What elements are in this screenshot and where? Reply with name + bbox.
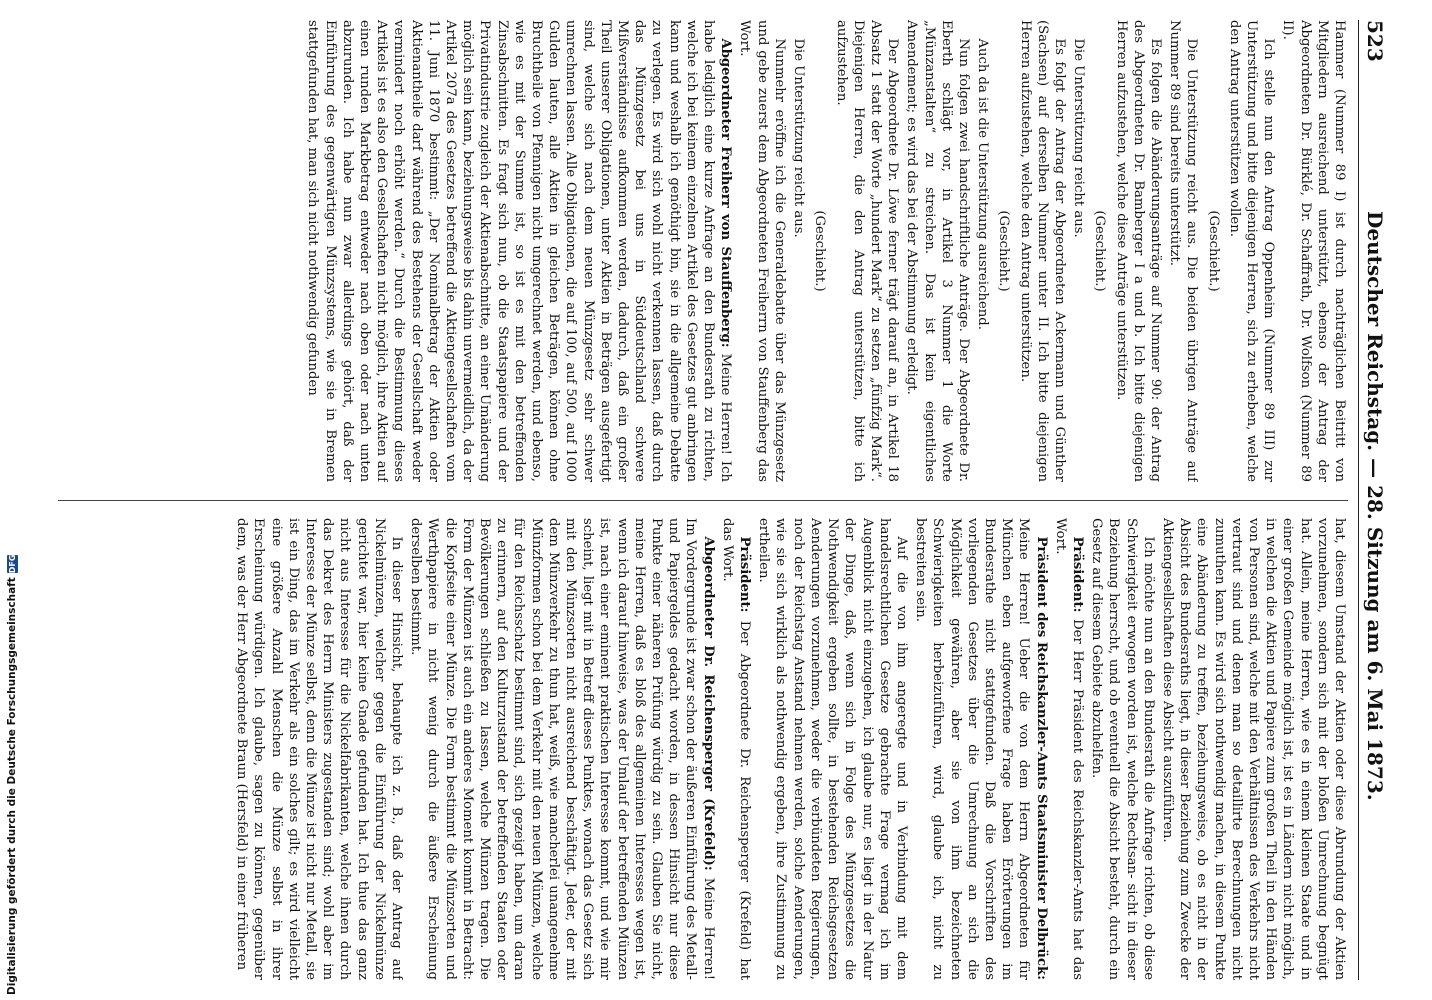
paragraph-text: Auch da ist die Unterstützung ausreichend. [975,38,991,330]
paragraph [903,20,972,482]
paragraph [719,518,753,980]
paragraph-text: hat, diesem Umstand der Aktien oder diese Abrundung der Aktien vorzunehmen, sondern sich mit der bloßen Umrechnung begnügt hat. Allein, meine Herren, wie es in einem kleinen Staate und in einer großen Gemeinde möglich ist, ist es in Ländern nicht möglich, in welchen die Aktien und Papiere zum großen Theil in den Händen von Personen sind, welche mit den Verhältnissen des Verkehrs nicht vertraut sind und denen man so detaillirte Berechnungen nicht zumuthen kann. Es wird sich nothwendig machen, in diesem Punkte eine Abänderung zu treffen, beziehungsweise, ob es nicht in der Absicht des Bundesraths liegt, in dieser Beziehung zum Zwecke der Aktiengesellschaften diese Absicht auszuführen. [1159,518,1347,980]
paragraph-text: Der Herr Präsident des Reichskanzler-Amts hat das Wort. [1052,518,1085,980]
speaker-name: Präsident des Reichskanzler-Amts Staatsminister Delbrück: [1033,536,1049,980]
paragraph [790,20,807,482]
speaker-name: Abgeordneter Freiherr von Stauffenberg: [718,38,734,348]
speaker-name: Präsident: [737,536,753,613]
paragraph-text: (Geschieht.) [996,210,1012,292]
paragraph-text: (Geschieht.) [1092,210,1108,292]
speaker-name: Abgeordneter Dr. Reichensperger (Krefeld): [700,536,716,871]
paragraph [1088,518,1157,980]
paragraph [1166,20,1200,482]
paragraph-text: Die Unterstützung reicht aus. Die beiden übrigen Anträge auf Nummer 89 sind bereits unterstützt. [1167,20,1200,482]
paragraph [736,20,788,482]
paragraph-text: Der Abgeordnete Dr. Löwe ferner trägt darauf an, in Artikel 18 Absatz 1 statt der Worte „hundert Mark“ zu setzen „fünfzig Mark“. Diejenigen Herren, die den Antrag unterstützen, bitte ich aufzustehen. [833,20,901,482]
paragraph-text: Die Unterstützung reicht aus. [1071,38,1087,238]
paragraph-text: Meine Herren! Im Vordergrunde ist zwar schon der äußeren Einführung des Metall- und Papiergeldes gedacht worden, in dessen Hinsicht nur diese Punkte einer näheren Prüfung würdig zu sein. Glauben Sie nicht, meine Herren, daß es bloß des allgemeinen Interesses wegen ist, wenn ich darauf hinweise, was der Umlauf der betreffenden Münzen ist, nach einer eminent praktischen Interesse kommt, und wie mir scheint, liegt mit in Betreff dieses Punktes, wonach das Gesetz sich mit den Münzsorten nicht ausreichend beschäftigt. Jeder, der mit dem Münzverkehr zu thun hat, weiß, wie mancherlei unangenehme Münzformen schon bei dem Verkehr mit den neuen Münzen, welche für den Reichsschatz bestimmt sind, sich gezeigt haben, um daran zu erinnern, auf den Kulturzustand der betreffenden Staaten oder Bevölkerungen schließen zu lassen, welche Münzen tragen. Die Form der Münzen ist auch ein anderes Moment kommt in Betracht: die Kopfseite einer Münze. Die Form bestimmt die Münzsorten und Werthpapiere in nicht wenig durch die äußere Erscheinung derselben bestimmt. [408,518,716,980]
page-number: 523 [1363,20,1387,62]
paragraph-text: Meine Herren! Ich habe lediglich eine kurze Anfrage an den Bundesrath zu richten, welche ich bei keinem einzelnen Artikel des Gesetzes gut anbringen kann und weshalb ich genöthigt bin, sie in die allgemeine Debatte zu verlegen. Es wird sich wohl nicht verkennen lassen, daß durch das Münzgesetz bei uns in Süddeutschland schwere Mißverständnisse aufkommen werden, dadurch, daß ein großer Theil unserer Obligationen, unter Aktien in Beträgen ausgefertigt sind, welche sich nach dem neuen Münzgesetz sehr schwer umrechnen lassen. Alle Obligationen, die auf 100, auf 500, auf 1000 Gulden lauten, alle Aktien in gleichen Beträgen, können ohne Bruchtheile von Pfennigen nicht umgerechnet werden, und ebenso, wie es mit der Summe ist, so ist es mit den betreffenden Zinsabschnitten. Es fragt sich nun, ob die Staatspapiere und der Privatindustrie zugleich der Aktienabschnitte, an einer Umänderung möglich sein kann, beziehungsweise bis dahin unvermeidlich, da der Artikel 207a des Gesetzes betreffend die Aktiengesellschaften vom 11. Juni 1870 bestimmt: „Der Nominalbetrag der Aktien oder Aktienantheile darf während des Bestehens der Gesellschaft weder vermindert noch erhöht werden.“ Durch die Bestimmung dieses Artikels ist es also den Gesellschaften nicht möglich, ihre Aktien auf einen runden Markbetrag entweder nach oben oder nach unten abzurunden. Ich habe nun zwar allerdings gehört, daß der Einführung des gegenwärtigen Münzsystems, wie sie in Bremen stattgefunden hat, man sich nicht nothwendig gefunden [305,20,734,482]
header-title: Deutscher Reichstag. — 28. Sitzung am 6. Mai 1873. [1363,211,1387,801]
paragraph [233,518,405,980]
paragraph-text: Meine Herren! Ueber die von dem Herrn Abgeordneten für München eben aufgeworfene Frage haben Erörterungen im Bundesrathe nicht stattgefunden. Daß die Vorschriften des vorliegenden Gesetzes über die Umrechnung an sich die Möglichkeit gewähren, aber sie von ihm bezeichneten Schwierigkeiten herbeizuführen, wird, glaube ich, nicht zu bestreiten sein. [913,518,1032,980]
paragraph [1112,20,1164,482]
right-text-column [58,518,1348,980]
speaker-name: Präsident: [1069,536,1085,613]
paragraph-text: Es folgen die Abänderungsanträge auf Nummer 90: der Antrag des Abgeordneten Dr. Bamberger I a und b. Ich bitte diejenigen Herren aufzustehen, welche diese Anträge unterstützen. [1113,20,1163,482]
paragraph [1070,20,1087,482]
paragraph [407,518,717,980]
paragraph-text: Die Unterstützung reicht aus. [791,38,807,238]
paragraph [912,518,1050,980]
paragraph-text: Auf die von ihm angeregte und in Verbindung mit dem handelsrechtlichen Gesetze gebrachte Frage vermag ich im Augenblick nicht einzugehen, ich glaube nur, es liegt in der Natur der Dinge, daß, wenn sich in Folge des Münzgesetzes die Nothwendigkeit ergeben sollte, in bestehenden Reichsgesetzen Aenderungen vorzunehmen, weder die verbündeten Regierungen, noch der Reichstag Anstand nehmen werden, solche Aenderungen, wie sie sich wirklich als nothwendig ergeben, ihre Zustimmung zu ertheilen. [756,518,909,980]
left-text-column [58,20,1348,482]
paragraph [832,20,901,482]
paragraph [755,518,910,980]
paragraph-text: (Geschieht.) [1205,210,1221,292]
digitization-credit [4,554,20,995]
paragraph [1279,20,1348,482]
paragraph [304,20,734,482]
paragraph-text: Ich möchte nun an den Bundesrath die Anfrage richten, ob diese Schwierigkeit erwogen worden ist, welche Rechtsan- sicht in dieser Beziehung herrscht, und ob eventuell die Absicht besteht, durch ein Gesetz auf diesem Gebiete abzuhelfen. [1089,518,1156,980]
paragraph-text: Nun folgen zwei handschriftliche Anträge. Der Abgeordnete Dr. Eberth schlägt vor, in Artikel 3 Nummer 1 die Worte „Münzanstalten“ zu streichen. Das ist kein eigentliches Amendement; es wird das bei der Abstimmung erledigt. [904,20,971,482]
paragraph [974,20,991,482]
paragraph-text: In dieser Hinsicht, behaupte ich z. B., daß der Antrag auf Nickelmünzen, welcher gegen die Einführung der Nickelmünze gerichtet war, hier keine Gnade gefunden hat. Ich thue das ganz nicht aus Interesse für die Nickelfabrikanten, welche ihnen durch das Dekret des Herrn Ministers zugestanden sind; wohl aber im Interesse der Münze selbst, denn die Münze ist nicht nur Metall, sie ist ein Ding, das im Verkehr als ein solches gilt; es wird vielleicht eine größere Anzahl Menschen die Münze selbst in ihrer Erscheinung würdigen. Ich glaube, sagen zu können, gegenüber dem, was der Herr Abgeordnete Braun (Hersfeld) in einer früheren [234,518,405,980]
paragraph-text: Ich stelle nun den Antrag Oppenheim (Nummer 89 III) zur Unterstützung und bitte diejenigen Herren, sich zu erheben, welche den Antrag unterstützen wollen. [1226,20,1277,482]
rotated-document-page [52,20,1392,980]
stage-direction [1204,20,1221,482]
dfg-logo-icon: DFG [7,554,17,574]
stage-direction [811,20,828,482]
paragraph-text: Der Abgeordnete Dr. Reichensperger (Krefeld) hat das Wort. [719,518,753,980]
stage-direction [995,20,1012,482]
paragraph-text: Nunmehr eröffne ich die Generaldebatte über das Münzgesetz und gebe zuerst dem Abgeordneten Freiherrn von Stauffenberg das Wort. [737,20,787,482]
paragraph-text: Hammer (Nummer 89 I) ist durch nachträglichen Beitritt von Mitgliedern ausreichend unterstützt, ebenso der Antrag der Abgeordneten Dr. Bürklé, Dr. Schaffrath, Dr. Wolfson (Nummer 89 II). [1280,20,1347,482]
paragraph-text: (Geschieht.) [812,210,828,292]
stage-direction [1091,20,1108,482]
paragraph-text: Es folgt der Antrag der Abgeordneten Ackermann und Günther (Sachsen) auf derselben Nummer unter II. Ich bitte diejenigen Herren aufzustehen, welche den Antrag unterstützen. [1017,20,1067,482]
paragraph [1226,20,1278,482]
credit-text: Digitalisierung gefördert durch die Deutsche Forschungsgemeinschaft [6,577,18,995]
paragraph [1052,518,1086,980]
paragraph [1016,20,1068,482]
paragraph [1159,518,1348,980]
running-header [1358,20,1392,980]
column-divider [58,500,1348,501]
